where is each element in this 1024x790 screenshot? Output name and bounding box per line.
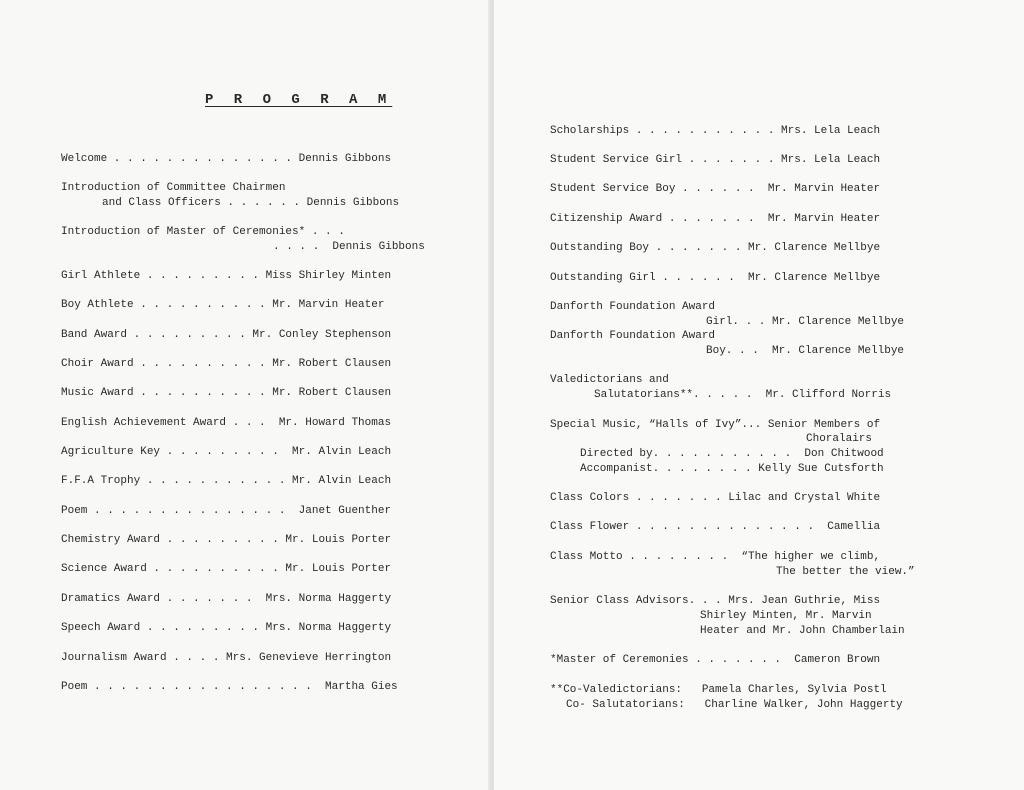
program-line: Senior Class Advisors. . . Mrs. Jean Guthrie, Miss xyxy=(550,595,881,607)
program-line: Class Motto . . . . . . . . “The higher we climb, xyxy=(550,551,881,563)
program-line: Boy Athlete . . . . . . . . . . Mr. Marvin Heater xyxy=(61,299,385,311)
program-line: Band Award . . . . . . . . . Mr. Conley Stephenson xyxy=(61,329,392,341)
program-line: Citizenship Award . . . . . . . Mr. Marvin Heater xyxy=(550,213,881,225)
left-page xyxy=(0,0,490,790)
program-line: Introduction of Master of Ceremonies* . . . xyxy=(61,226,345,238)
program-line: Danforth Foundation Award xyxy=(550,301,716,313)
program-line: Choir Award . . . . . . . . . . Mr. Robert Clausen xyxy=(61,358,392,370)
program-line: and Class Officers . . . . . . Dennis Gibbons xyxy=(102,197,400,209)
program-line: . . . . Dennis Gibbons xyxy=(273,241,425,253)
program-line: Outstanding Boy . . . . . . . Mr. Clarence Mellbye xyxy=(550,242,881,254)
program-line: Science Award . . . . . . . . . . Mr. Louis Porter xyxy=(61,563,392,575)
program-line: F.F.A Trophy . . . . . . . . . . . Mr. Alvin Leach xyxy=(61,475,392,487)
program-line: Heater and Mr. John Chamberlain xyxy=(700,625,905,637)
program-line: Agriculture Key . . . . . . . . . Mr. Alvin Leach xyxy=(61,446,392,458)
program-line: Poem . . . . . . . . . . . . . . . Janet Guenther xyxy=(61,505,392,517)
program-line: Scholarships . . . . . . . . . . . Mrs. Lela Leach xyxy=(550,125,881,137)
program-line: Dramatics Award . . . . . . . Mrs. Norma Haggerty xyxy=(61,593,392,605)
program-line: Student Service Girl . . . . . . . Mrs. Lela Leach xyxy=(550,154,881,166)
program-line: Class Flower . . . . . . . . . . . . . . Camellia xyxy=(550,521,881,533)
program-line: Journalism Award . . . . Mrs. Genevieve Herrington xyxy=(61,652,392,664)
program-line: *Master of Ceremonies . . . . . . . Cameron Brown xyxy=(550,654,881,666)
program-line: The better the view.” xyxy=(776,566,915,578)
program-line: Outstanding Girl . . . . . . Mr. Clarence Mellbye xyxy=(550,272,881,284)
program-line: Choralairs xyxy=(806,433,873,445)
program-line: Salutatorians**. . . . . Mr. Clifford Norris xyxy=(594,389,892,401)
program-line: Chemistry Award . . . . . . . . . Mr. Louis Porter xyxy=(61,534,392,546)
program-line: Speech Award . . . . . . . . . Mrs. Norma Haggerty xyxy=(61,622,392,634)
program-line: Welcome . . . . . . . . . . . . . . Dennis Gibbons xyxy=(61,153,392,165)
program-line: Class Colors . . . . . . . Lilac and Crystal White xyxy=(550,492,881,504)
program-line: Special Music, “Halls of Ivy”... Senior Members of xyxy=(550,419,881,431)
program-line: Valedictorians and xyxy=(550,374,669,386)
program-line: Co- Salutatorians: Charline Walker, John Haggerty xyxy=(566,699,903,711)
program-line: English Achievement Award . . . Mr. Howard Thomas xyxy=(61,417,392,429)
right-page xyxy=(494,0,1024,790)
program-line: Poem . . . . . . . . . . . . . . . . . Martha Gies xyxy=(61,681,398,693)
program-line: Directed by. . . . . . . . . . . Don Chitwood xyxy=(580,448,884,460)
program-line: Girl. . . Mr. Clarence Mellbye xyxy=(706,316,905,328)
program-line: Danforth Foundation Award xyxy=(550,330,716,342)
program-line: Boy. . . Mr. Clarence Mellbye xyxy=(706,345,905,357)
program-line: Shirley Minten, Mr. Marvin xyxy=(700,610,872,622)
program-line: Accompanist. . . . . . . . Kelly Sue Cutsforth xyxy=(580,463,884,475)
program-line: Student Service Boy . . . . . . Mr. Marvin Heater xyxy=(550,183,881,195)
program-line: Girl Athlete . . . . . . . . . Miss Shirley Minten xyxy=(61,270,392,282)
program-line: Music Award . . . . . . . . . . Mr. Robert Clausen xyxy=(61,387,392,399)
program-line: **Co-Valedictorians: Pamela Charles, Sylvia Postl xyxy=(550,684,887,696)
program-line: Introduction of Committee Chairmen xyxy=(61,182,286,194)
page-title: P R O G R A M xyxy=(205,92,393,108)
